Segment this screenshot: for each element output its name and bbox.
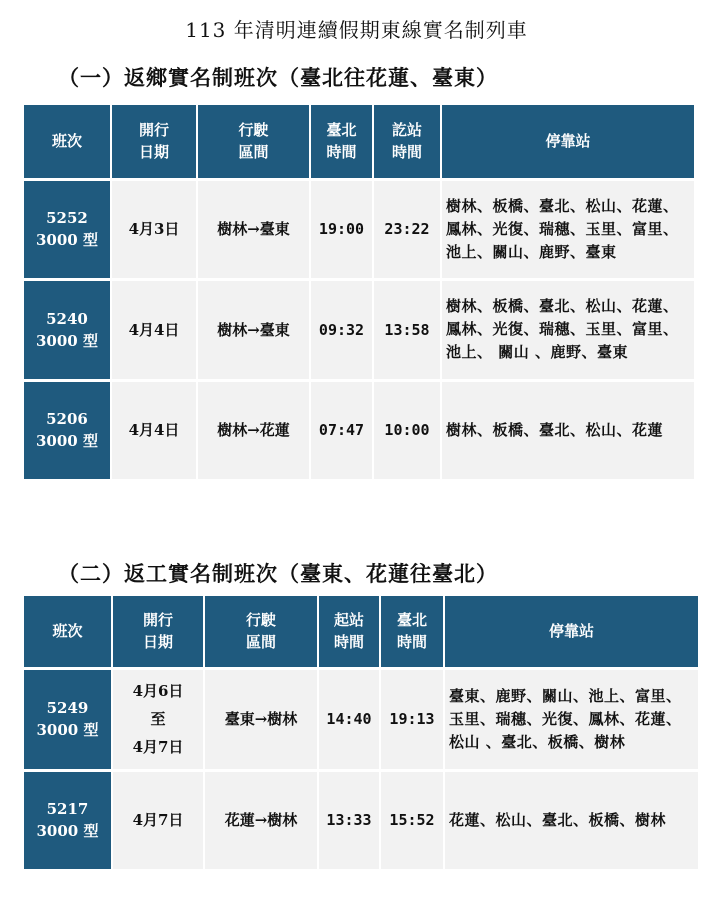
date-cell: 4月4日 — [111, 279, 197, 380]
col-header-stops: 停靠站 — [441, 105, 694, 179]
train-number: 5217 — [46, 800, 89, 818]
train-cell — [24, 380, 111, 480]
table-header-row — [24, 105, 694, 179]
train-cell — [24, 770, 112, 870]
table-row — [24, 770, 698, 870]
date-end: 4月7日 — [132, 738, 184, 756]
stops-cell: 樹林、板橋、臺北、松山、花蓮、鳳林、光復、瑞穗、玉里、富里、池上、關山、鹿野、臺東 — [441, 179, 694, 279]
col-header-arr-line2: 時間 — [391, 143, 422, 162]
page-title: 113 年清明連續假期東線實名制列車 — [185, 18, 528, 42]
col-header-date-line2: 日期 — [142, 633, 173, 652]
stops-cell: 臺東、鹿野、關山、池上、富里、玉里、瑞穗、光復、鳳林、花蓮、松山 、臺北、板橋、樹林 — [444, 668, 698, 770]
section-cell: 花蓮→樹林 — [204, 770, 318, 870]
departure-time: 13:33 — [318, 770, 380, 870]
col-header-section — [197, 105, 310, 179]
section2-heading: （二）返工實名制班次（臺東、花蓮往臺北） — [58, 561, 498, 586]
col-header-arr — [373, 105, 441, 179]
stops-cell: 花蓮、松山、臺北、板橋、樹林 — [444, 770, 698, 870]
departure-time: 09:32 — [310, 279, 373, 380]
arrival-time: 13:58 — [373, 279, 441, 380]
train-type: 3000 型 — [36, 721, 99, 739]
section1-heading: （一）返鄉實名制班次（臺北往花蓮、臺東） — [58, 65, 498, 90]
col-header-arr-line1: 臺北 — [396, 611, 427, 630]
col-header-section-line2: 區間 — [238, 143, 269, 162]
col-header-stops: 停靠站 — [444, 596, 698, 668]
date-cell: 4月4日 — [111, 380, 197, 480]
departure-time: 14:40 — [318, 668, 380, 770]
table-row — [24, 179, 694, 279]
col-header-train: 班次 — [24, 105, 111, 179]
return-schedule-table — [24, 596, 698, 872]
arrival-time: 23:22 — [373, 179, 441, 279]
col-header-arr-line2: 時間 — [396, 633, 427, 652]
date-cell: 4月7日 — [112, 770, 204, 870]
table-row — [24, 279, 694, 380]
stops-cell: 樹林、板橋、臺北、松山、花蓮、鳳林、光復、瑞穗、玉里、富里、池上、 關山 、鹿野、臺東 — [441, 279, 694, 380]
departure-time: 19:00 — [310, 179, 373, 279]
col-header-arr-line1: 訖站 — [391, 121, 422, 140]
arrival-time: 19:13 — [380, 668, 444, 770]
col-header-train: 班次 — [24, 596, 112, 668]
section-cell: 樹林→花蓮 — [197, 380, 310, 480]
train-number: 5249 — [46, 699, 89, 717]
col-header-date-line1: 開行 — [138, 121, 169, 140]
table-row — [24, 380, 694, 480]
date-to: 至 — [150, 710, 166, 728]
date-start: 4月6日 — [132, 682, 184, 700]
train-cell — [24, 179, 111, 279]
arrival-time: 15:52 — [380, 770, 444, 870]
col-header-date — [112, 596, 204, 668]
col-header-section — [204, 596, 318, 668]
stops-cell: 樹林、板橋、臺北、松山、花蓮 — [441, 380, 694, 480]
col-header-date-line2: 日期 — [138, 143, 169, 162]
col-header-dep-line1: 臺北 — [326, 121, 357, 140]
col-header-date-line1: 開行 — [142, 611, 173, 630]
col-header-section-line2: 區間 — [245, 633, 276, 652]
table-header-row — [24, 596, 698, 668]
col-header-arr — [380, 596, 444, 668]
section-cell: 臺東→樹林 — [204, 668, 318, 770]
col-header-dep-line2: 時間 — [326, 143, 357, 162]
table-row — [24, 668, 698, 770]
train-type: 3000 型 — [36, 231, 98, 249]
col-header-dep — [318, 596, 380, 668]
date-cell: 4月3日 — [111, 179, 197, 279]
col-header-section-line1: 行駛 — [245, 611, 276, 630]
arrival-time: 10:00 — [373, 380, 441, 480]
train-number: 5206 — [46, 410, 88, 428]
section-cell: 樹林→臺東 — [197, 279, 310, 380]
train-type: 3000 型 — [36, 331, 98, 350]
col-header-dep-line2: 時間 — [333, 633, 364, 652]
col-header-section-line1: 行駛 — [238, 121, 269, 140]
train-cell — [24, 279, 111, 380]
col-header-date — [111, 105, 197, 179]
section-cell: 樹林→臺東 — [197, 179, 310, 279]
date-cell — [112, 668, 204, 770]
train-number: 5240 — [46, 309, 88, 328]
train-number: 5252 — [46, 209, 88, 227]
train-type: 3000 型 — [36, 432, 98, 450]
departure-time: 07:47 — [310, 380, 373, 480]
outbound-schedule-table — [24, 105, 694, 482]
col-header-dep-line1: 起站 — [333, 611, 364, 630]
train-cell — [24, 668, 112, 770]
train-type: 3000 型 — [36, 822, 99, 840]
col-header-dep — [310, 105, 373, 179]
